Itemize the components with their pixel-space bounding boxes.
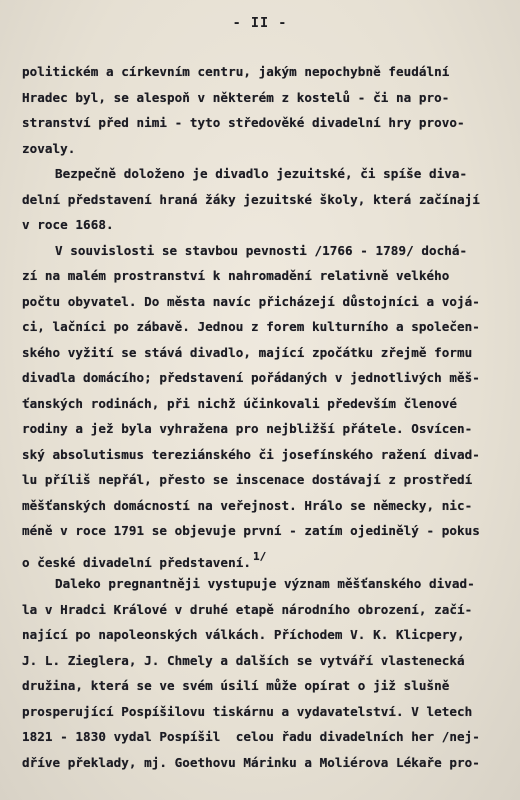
text-line: lu příliš nepřál, přesto se inscenace dostávají z prostředí <box>22 472 473 487</box>
text-line: dříve překlady, mj. Goethovu Márinku a Moliérova Lékaře pro- <box>22 755 480 770</box>
text-line: družina, která se ve svém úsilí může opírat o již slušně <box>22 678 450 693</box>
text-line: 1821 - 1830 vydal Pospíšil celou řadu divadelních her /nej- <box>22 729 480 744</box>
text-line: la v Hradci Králové v druhé etapě národního obrození, začí- <box>22 602 473 617</box>
text-line: V souvislosti se stavbou pevnosti /1766 - 1789/ dochá- <box>55 243 468 258</box>
text-line: nající po napoleonských válkách. Příchodem V. K. Klicpery, <box>22 627 465 642</box>
text-line <box>22 551 266 570</box>
text-line: ského vyžití se stává divadlo, mající zpočátku zřejmě formu <box>22 345 473 360</box>
text-line: Bezpečně doloženo je divadlo jezuitské, či spíše diva- <box>55 166 468 181</box>
page-number: - II - <box>232 15 288 31</box>
text-line: Hradec byl, se alespoň v některém z kostelů - či na pro- <box>22 90 450 105</box>
text-line: divadla domácího; představení pořádaných v jednotlivých měš- <box>22 370 480 385</box>
text-line-content: o české divadelní představení. <box>22 555 251 570</box>
text-line: počtu obyvatel. Do města navíc přicházejí důstojníci a vojá- <box>22 294 480 309</box>
text-line: zí na malém prostranství k nahromadění relativně velkého <box>22 268 450 283</box>
text-line: ci, lačníci po zábavě. Jednou z forem kulturního a společen- <box>22 319 480 334</box>
text-line: stranství před nimi - tyto středověké divadelní hry provo- <box>22 115 465 130</box>
footnote-mark: 1/ <box>252 550 267 563</box>
text-line: Daleko pregnantněji vystupuje význam měšťanského divad- <box>55 576 475 591</box>
text-line: méně v roce 1791 se objevuje první - zatím ojedinělý - pokus <box>22 523 480 538</box>
text-line: ťanských rodinách, při nichž účinkovali především členové <box>22 396 458 411</box>
text-line: ský absolutismus tereziánského či josefínského ražení divad- <box>22 447 480 462</box>
text-line: zovaly. <box>22 141 76 156</box>
text-line: měšťanských domácností na veřejnost. Hrálo se německy, nic- <box>22 498 473 513</box>
text-line: politickém a církevním centru, jakým nepochybně feudální <box>22 64 450 79</box>
text-line: prosperující Pospíšilovu tiskárnu a vydavatelství. V letech <box>22 704 473 719</box>
text-line: v roce 1668. <box>22 217 114 232</box>
text-line: delní představení hraná žáky jezuitské školy, která začínají <box>22 192 480 207</box>
text-line: rodiny a jež byla vyhražena pro nejbližší přátele. Osvícen- <box>22 421 473 436</box>
text-line: J. L. Zieglera, J. Chmely a dalších se vytváří vlastenecká <box>22 653 465 668</box>
